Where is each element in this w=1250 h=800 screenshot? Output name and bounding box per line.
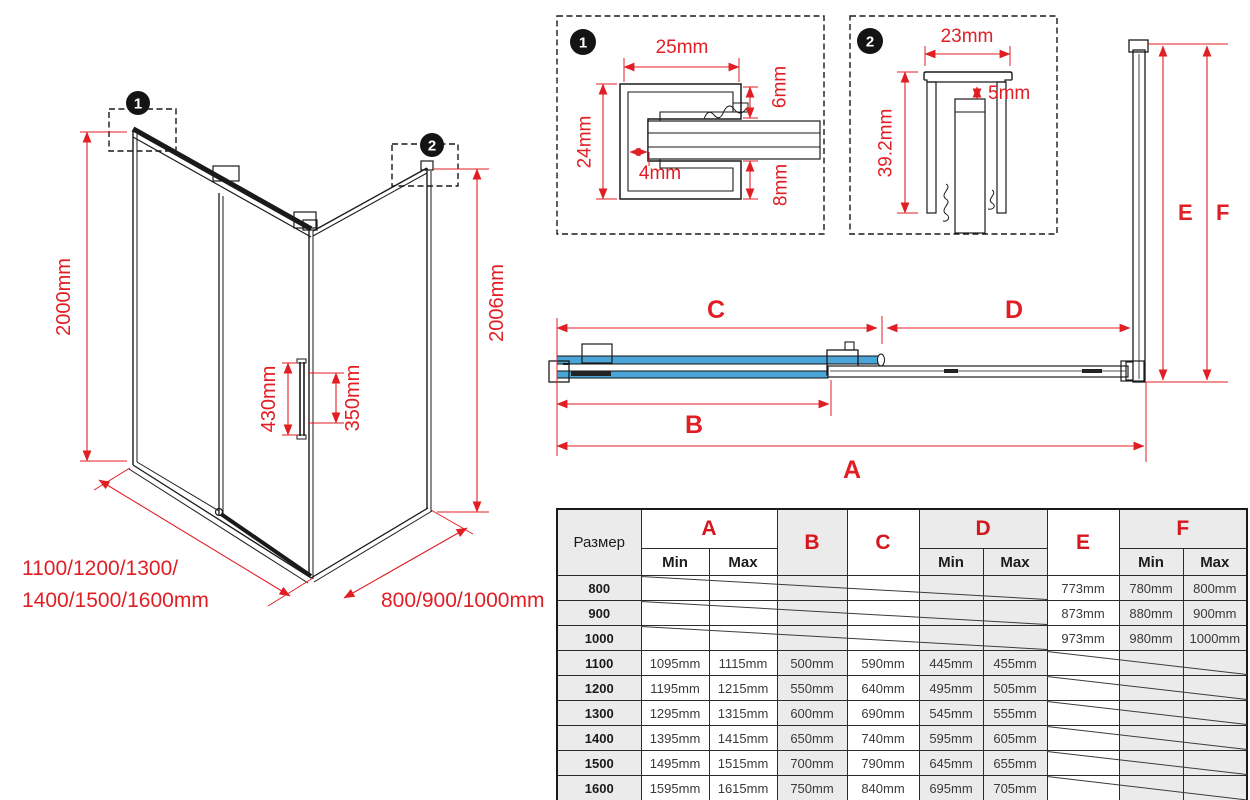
- table-cell: 1000mm: [1183, 626, 1247, 651]
- table-cell: 880mm: [1119, 601, 1183, 626]
- table-cell: 545mm: [919, 701, 983, 726]
- table-cell: [1183, 651, 1247, 676]
- table-cell: 700mm: [777, 751, 847, 776]
- table-header-c: C: [847, 509, 919, 576]
- table-cell: [983, 626, 1047, 651]
- detail-1: [557, 16, 824, 234]
- detail-2: [850, 16, 1057, 234]
- row-size-label: 1200: [557, 676, 641, 701]
- table-cell: [709, 576, 777, 601]
- table-cell: 1315mm: [709, 701, 777, 726]
- table-row: [557, 776, 1247, 800]
- row-size-label: 1300: [557, 701, 641, 726]
- dim-label-b: B: [684, 411, 704, 439]
- table-cell: 590mm: [847, 651, 919, 676]
- table-cell: 1195mm: [641, 676, 709, 701]
- dim-label-d: D: [1004, 296, 1024, 324]
- table-cell: [847, 626, 919, 651]
- row-size-label: 900: [557, 601, 641, 626]
- table-row: [557, 726, 1247, 751]
- table-cell: [1119, 726, 1183, 751]
- table-cell: 1515mm: [709, 751, 777, 776]
- table-header-a: A: [641, 509, 777, 549]
- table-cell: 500mm: [777, 651, 847, 676]
- callout-1-number: 1: [133, 95, 143, 113]
- table-cell: 1415mm: [709, 726, 777, 751]
- table-cell: [777, 626, 847, 651]
- table-cell: 655mm: [983, 751, 1047, 776]
- table-cell: 773mm: [1047, 576, 1119, 601]
- table-cell: 640mm: [847, 676, 919, 701]
- dim-height-right: 2006mm: [486, 264, 508, 342]
- table-cell: [709, 626, 777, 651]
- table-cell: 1095mm: [641, 651, 709, 676]
- dim-height-left: 2000mm: [53, 258, 75, 336]
- detail-2-dim-top: 23mm: [940, 26, 994, 47]
- table-cell: [1183, 751, 1247, 776]
- table-cell: 555mm: [983, 701, 1047, 726]
- table-cell: 695mm: [919, 776, 983, 800]
- table-cell: [709, 601, 777, 626]
- dim-handle-offset: 350mm: [342, 364, 364, 432]
- detail-1-dim-inner: 4mm: [638, 163, 682, 184]
- table-row: [557, 626, 1247, 651]
- table-cell: 445mm: [919, 651, 983, 676]
- table-header-d: D: [919, 509, 1047, 549]
- detail-1-dim-left: 24mm: [574, 115, 596, 169]
- table-cell: 1615mm: [709, 776, 777, 800]
- table-cell: [983, 576, 1047, 601]
- table-header-f: F: [1119, 509, 1247, 549]
- seal-gasket: [988, 190, 994, 209]
- table-cell: 740mm: [847, 726, 919, 751]
- table-cell: 1395mm: [641, 726, 709, 751]
- table-cell: 495mm: [919, 676, 983, 701]
- rail-hatch: [571, 371, 611, 376]
- table-cell: 595mm: [919, 726, 983, 751]
- table-header-e: E: [1047, 509, 1119, 576]
- seal-gasket: [943, 184, 949, 221]
- table-cell: 505mm: [983, 676, 1047, 701]
- table-cell: [1183, 726, 1247, 751]
- dim-label-f: F: [1216, 200, 1230, 225]
- detail-1-dim-right-bottom: 8mm: [770, 163, 792, 207]
- table-cell: [1119, 676, 1183, 701]
- table-cell: [1047, 726, 1119, 751]
- table-cell: 600mm: [777, 701, 847, 726]
- table-cell: [1119, 701, 1183, 726]
- plan-view: [549, 40, 1229, 484]
- dim-label-a: A: [842, 456, 862, 484]
- table-cell: [1119, 751, 1183, 776]
- table-cell: 1595mm: [641, 776, 709, 800]
- table-cell: [919, 601, 983, 626]
- depth-options-label: 800/900/1000mm: [381, 589, 545, 612]
- dim-handle-height: 430mm: [258, 365, 280, 433]
- table-row: [557, 751, 1247, 776]
- table-cell: 973mm: [1047, 626, 1119, 651]
- table-cell: [1183, 776, 1247, 800]
- table-cell: [1183, 701, 1247, 726]
- size-table: [556, 508, 1248, 800]
- table-subheader-min: Min: [641, 549, 709, 576]
- detail-2-dim-left: 39.2mm: [875, 108, 897, 178]
- detail-1-dim-right-top: 6mm: [769, 65, 791, 109]
- table-row: [557, 651, 1247, 676]
- table-cell: 1295mm: [641, 701, 709, 726]
- table-cell: 1115mm: [709, 651, 777, 676]
- width-options-line2: 1400/1500/1600mm: [22, 589, 209, 612]
- iso-view: [22, 91, 544, 612]
- table-cell: [983, 601, 1047, 626]
- table-cell: 605mm: [983, 726, 1047, 751]
- table-cell: [847, 601, 919, 626]
- row-size-label: 1100: [557, 651, 641, 676]
- table-cell: [1183, 676, 1247, 701]
- table-cell: [1047, 676, 1119, 701]
- table-cell: [1047, 776, 1119, 800]
- row-size-label: 1600: [557, 776, 641, 800]
- table-cell: [847, 576, 919, 601]
- dim-label-e: E: [1178, 200, 1193, 225]
- detail-1-dim-top: 25mm: [655, 37, 709, 58]
- detail-1-number: 1: [578, 34, 588, 52]
- width-options-line1: 1100/1200/1300/: [22, 557, 179, 580]
- table-cell: 650mm: [777, 726, 847, 751]
- table-cell: 455mm: [983, 651, 1047, 676]
- detail-2-dim-inner: 5mm: [988, 83, 1031, 104]
- table-cell: [641, 576, 709, 601]
- row-size-label: 800: [557, 576, 641, 601]
- table-row: [557, 576, 1247, 601]
- table-cell: [641, 626, 709, 651]
- callout-2-number: 2: [427, 137, 437, 155]
- table-cell: 780mm: [1119, 576, 1183, 601]
- table-header-b: B: [777, 509, 847, 576]
- table-cell: 705mm: [983, 776, 1047, 800]
- table-cell: [641, 601, 709, 626]
- table-subheader-max: Max: [1183, 549, 1247, 576]
- table-cell: [1119, 651, 1183, 676]
- glass-panel-edge: [648, 121, 820, 159]
- table-cell: [1047, 701, 1119, 726]
- table-subheader-min: Min: [1119, 549, 1183, 576]
- clamp-profile-outline: [924, 72, 1012, 80]
- table-cell: [777, 576, 847, 601]
- table-cell: 550mm: [777, 676, 847, 701]
- table-cell: [1047, 751, 1119, 776]
- table-row: [557, 676, 1247, 701]
- table-cell: 800mm: [1183, 576, 1247, 601]
- dim-label-c: C: [706, 296, 726, 324]
- table-cell: [919, 626, 983, 651]
- table-cell: 750mm: [777, 776, 847, 800]
- table-cell: [919, 576, 983, 601]
- table-cell: 645mm: [919, 751, 983, 776]
- table-cell: 840mm: [847, 776, 919, 800]
- table-cell: 690mm: [847, 701, 919, 726]
- detail-2-number: 2: [865, 33, 875, 51]
- table-row: [557, 601, 1247, 626]
- row-size-label: 1400: [557, 726, 641, 751]
- table-cell: 873mm: [1047, 601, 1119, 626]
- table-cell: 790mm: [847, 751, 919, 776]
- table-cell: 900mm: [1183, 601, 1247, 626]
- table-cell: 1495mm: [641, 751, 709, 776]
- glass-panel-edge: [955, 99, 985, 233]
- table-subheader-min: Min: [919, 549, 983, 576]
- table-header-size: Размер: [557, 509, 641, 576]
- row-size-label: 1000: [557, 626, 641, 651]
- door-handle: [297, 359, 306, 439]
- table-cell: [777, 601, 847, 626]
- table-cell: [1047, 651, 1119, 676]
- table-subheader-max: Max: [709, 549, 777, 576]
- table-subheader-max: Max: [983, 549, 1047, 576]
- table-row: [557, 701, 1247, 726]
- table-cell: [1119, 776, 1183, 800]
- table-cell: 980mm: [1119, 626, 1183, 651]
- row-size-label: 1500: [557, 751, 641, 776]
- table-cell: 1215mm: [709, 676, 777, 701]
